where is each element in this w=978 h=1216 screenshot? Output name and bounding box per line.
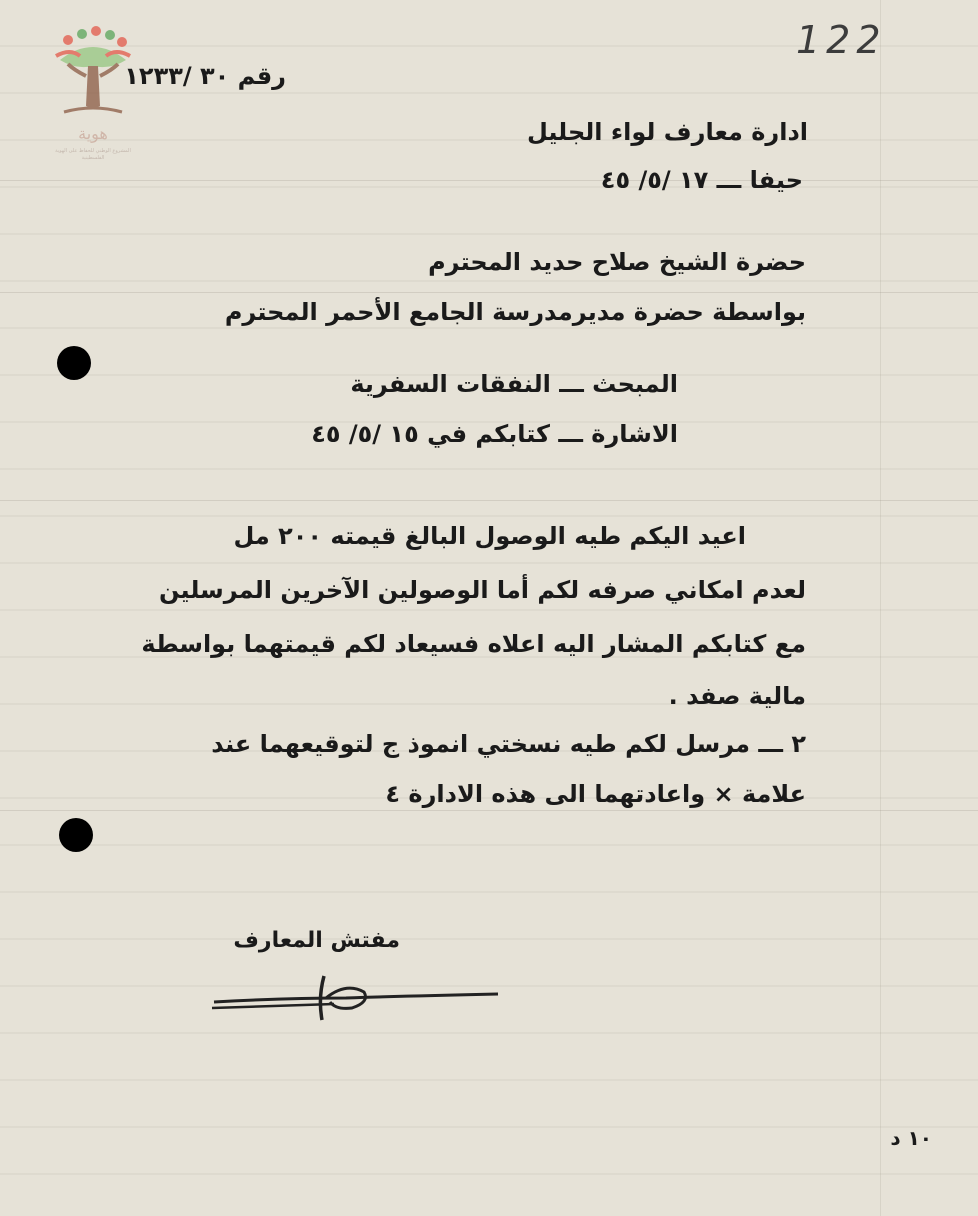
body-line: اعيد اليكم طيه الوصول البالغ قيمته ٢٠٠ مل bbox=[233, 522, 746, 550]
ruled-line bbox=[0, 810, 978, 811]
body-line: ٢ ـــ مرسل لكم طيه نسختي انموذ ج لتوقيعهما عند bbox=[211, 730, 806, 758]
body-line: علامة × واعادتهما الى هذه الادارة ٤ bbox=[385, 780, 806, 808]
signature-title: مفتش المعارف bbox=[233, 928, 400, 953]
stamp-brand: هوية bbox=[78, 124, 108, 143]
recipient-line-2: بواسطة حضرة مديرمدرسة الجامع الأحمر المحترم bbox=[224, 298, 806, 326]
stamp-caption: المشروع الوطني للحفاظ على الهوية الفلسطينية bbox=[55, 148, 131, 161]
body-line: مع كتابكم المشار اليه اعلاه فسيعاد لكم قيمتهما بواسطة bbox=[141, 630, 806, 658]
department-name: ادارة معارف لواء الجليل bbox=[526, 118, 808, 146]
ruled-line bbox=[0, 180, 978, 181]
reference-line: الاشارة ـــ كتابكم في ١٥ /٥/ ٤٥ bbox=[311, 420, 678, 448]
body-line: لعدم امكاني صرفه لكم أما الوصولين الآخرين المرسلين bbox=[158, 576, 806, 604]
punch-hole bbox=[59, 818, 93, 852]
subject-line: المبحث ـــ النفقات السفرية bbox=[350, 370, 678, 398]
place-date: حيفا ـــ ١٧ /٥/ ٤٥ bbox=[600, 166, 803, 194]
recipient-line-1: حضرة الشيخ صلاح حديد المحترم bbox=[428, 248, 806, 276]
footer-code: ١٠ د bbox=[890, 1126, 932, 1150]
reference-number: رقم ٣٠ /١٢٣٣ bbox=[124, 62, 286, 90]
page-number: 122 bbox=[796, 18, 887, 62]
punch-hole bbox=[57, 346, 91, 380]
body-line: مالية صفد . bbox=[668, 682, 806, 710]
signature bbox=[206, 968, 506, 1028]
ruled-line bbox=[0, 500, 978, 501]
archive-stamp bbox=[50, 26, 136, 176]
tree-logo-icon bbox=[50, 26, 136, 126]
margin-line bbox=[880, 0, 881, 1216]
ruled-line bbox=[0, 292, 978, 293]
